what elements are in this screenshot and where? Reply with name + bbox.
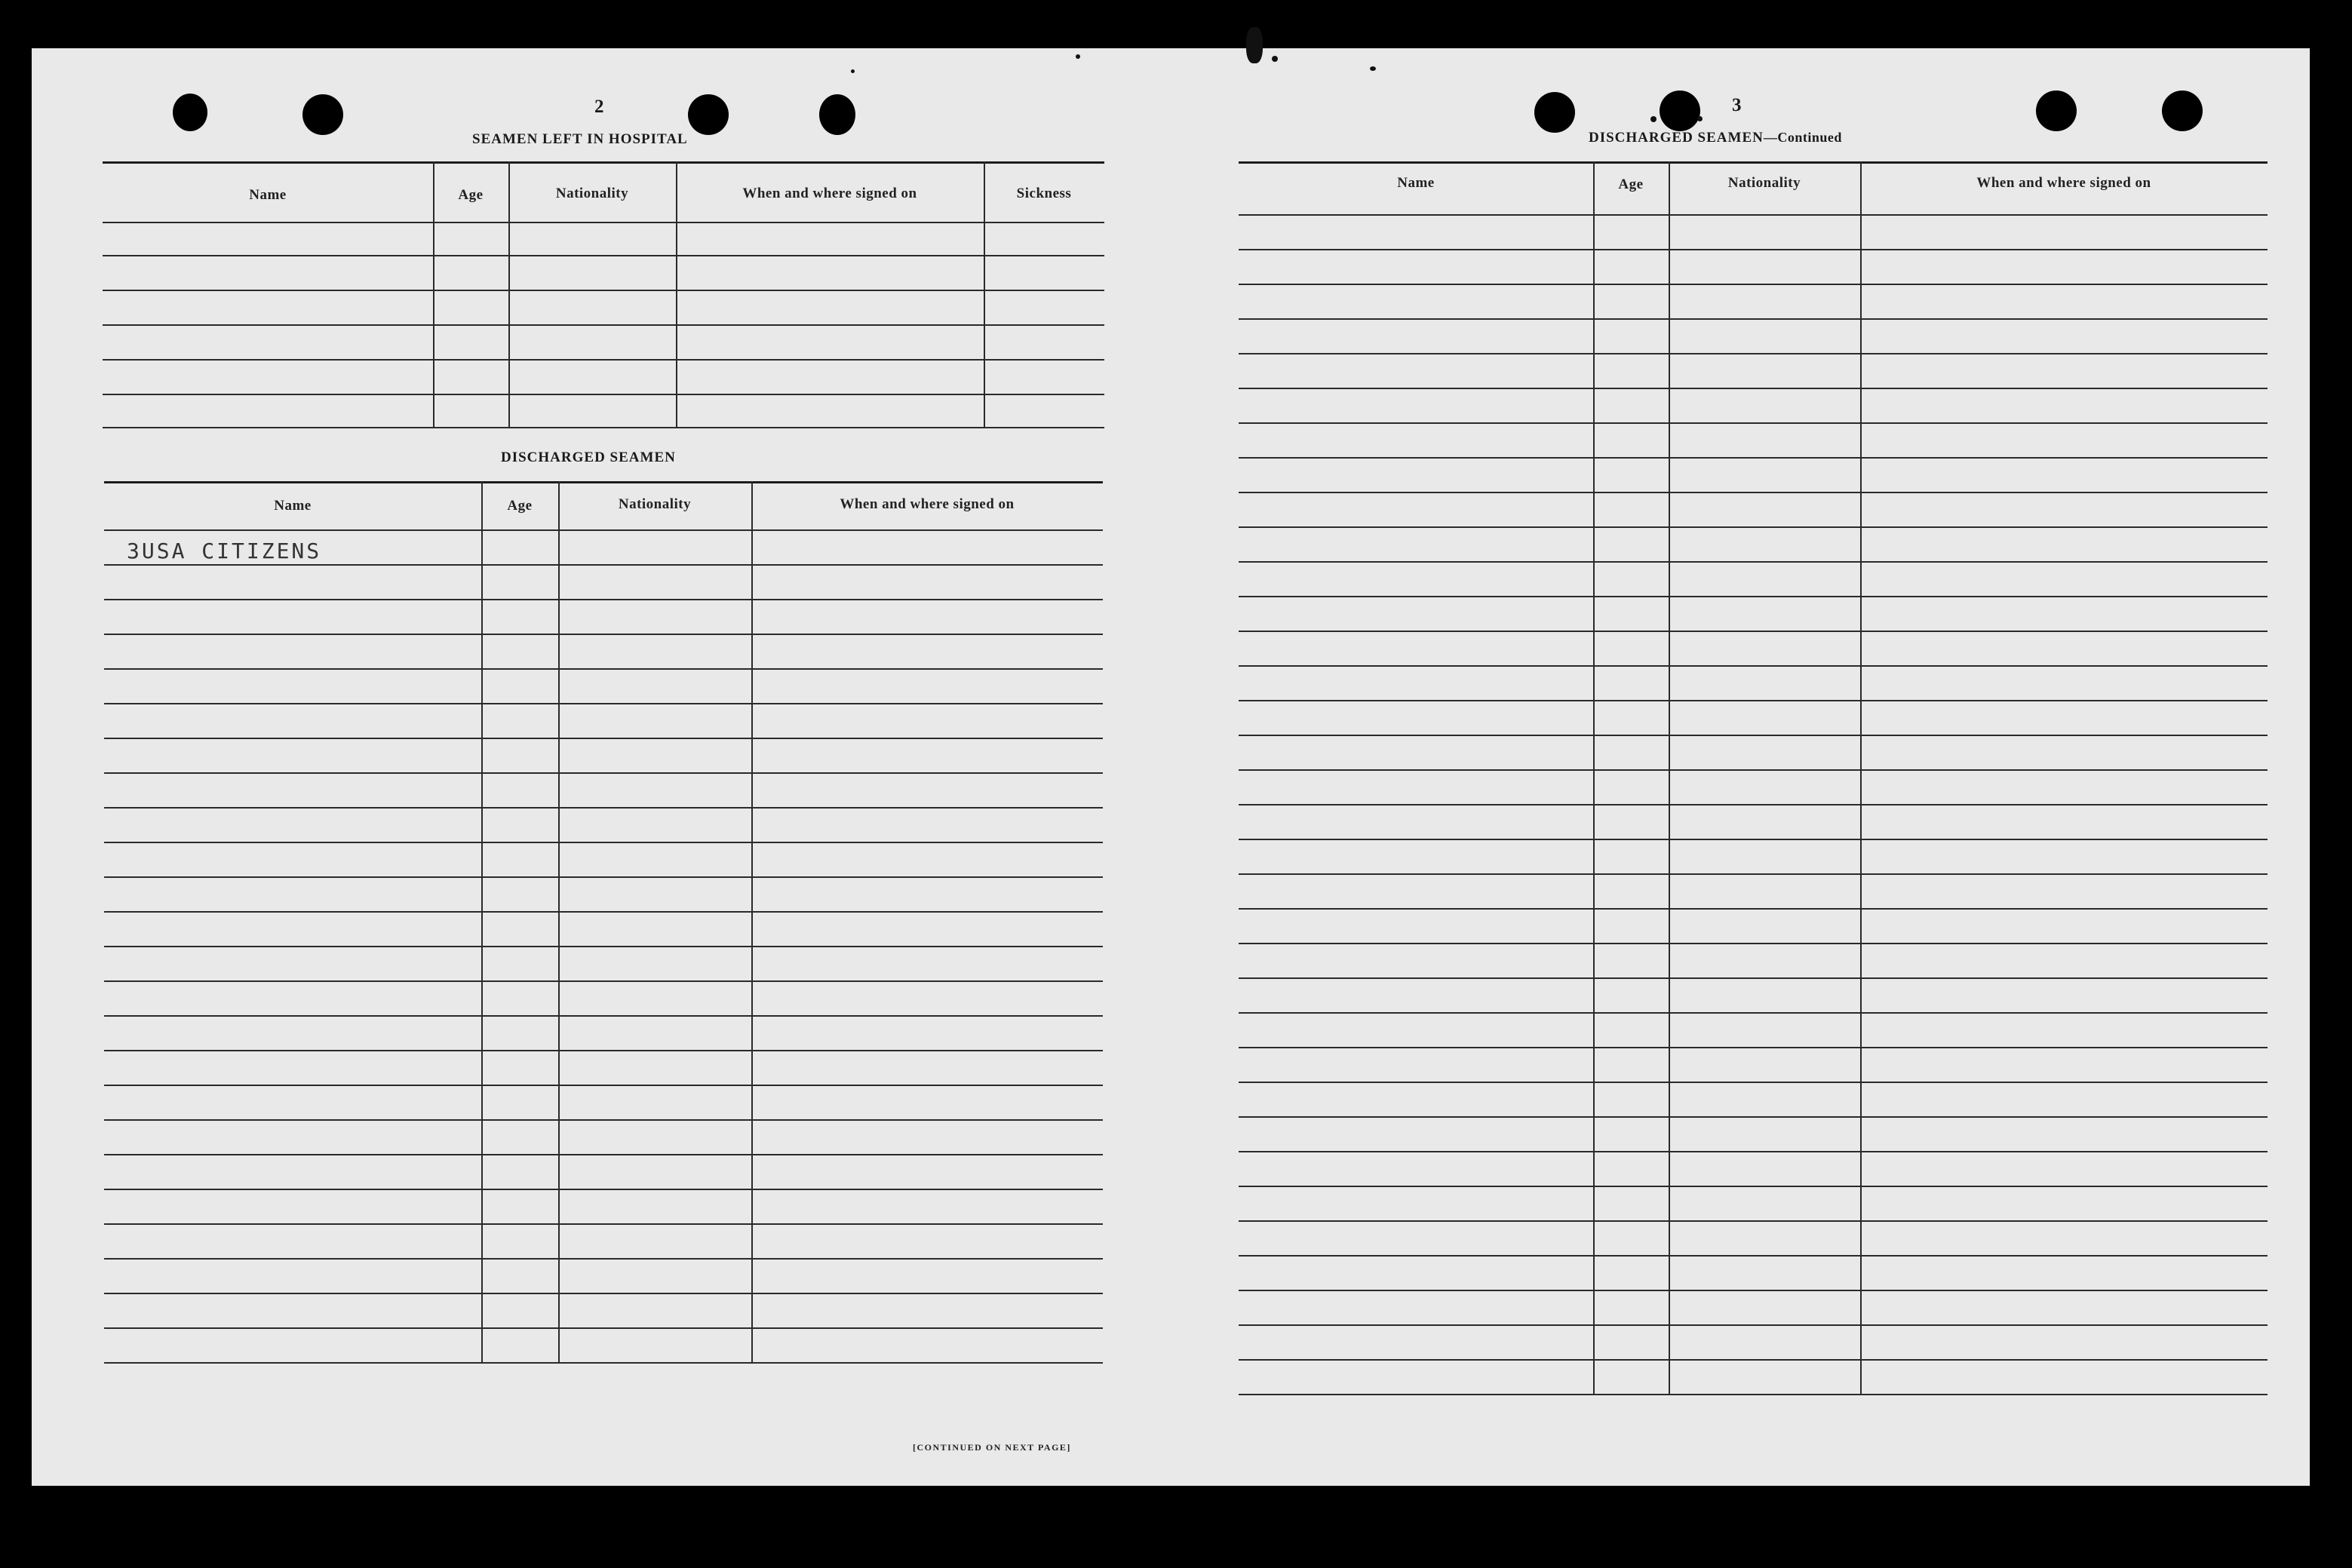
discharged-table-right <box>1239 161 2268 1444</box>
right-header-signed-on: When and where signed on <box>1976 175 2151 191</box>
hospital-header-name: Name <box>249 187 287 203</box>
punch-hole <box>2162 91 2203 131</box>
right-page-number: 3 <box>1732 95 1742 115</box>
scan-speck <box>1650 116 1657 122</box>
scan-speck <box>1272 56 1278 62</box>
punch-hole <box>2036 91 2077 131</box>
discharged-section-title: DISCHARGED SEAMEN <box>501 450 676 465</box>
continued-note: [CONTINUED ON NEXT PAGE] <box>913 1442 1071 1453</box>
hospital-section-title: SEAMEN LEFT IN HOSPITAL <box>472 131 688 147</box>
hospital-header-sickness: Sickness <box>1016 186 1072 201</box>
discharged-header-signed-on: When and where signed on <box>840 496 1015 512</box>
punch-hole <box>173 94 207 131</box>
hospital-header-nationality: Nationality <box>555 186 629 201</box>
scan-speck <box>1076 54 1080 59</box>
discharged-header-nationality: Nationality <box>618 496 692 512</box>
punch-hole <box>302 94 343 135</box>
right-section-title <box>1589 130 1842 146</box>
hospital-header-signed-on: When and where signed on <box>742 186 917 201</box>
discharged-entry-name: 3USA CITIZENS <box>127 539 322 563</box>
punch-hole <box>1660 91 1700 131</box>
discharged-header-name: Name <box>274 498 312 514</box>
scan-speck <box>1370 66 1376 71</box>
punch-hole <box>688 94 729 135</box>
hospital-table <box>103 161 1104 475</box>
discharged-header-age: Age <box>507 498 533 514</box>
right-header-age: Age <box>1618 176 1644 192</box>
scan-speck <box>851 69 855 73</box>
discharged-table-left <box>104 481 1103 1462</box>
right-section-title-suffix: —Continued <box>1763 130 1842 145</box>
scan-speck <box>1697 116 1703 121</box>
right-header-name: Name <box>1397 175 1435 191</box>
document-sheet <box>32 48 2310 1486</box>
right-section-title-main: DISCHARGED SEAMEN <box>1589 130 1764 146</box>
right-header-nationality: Nationality <box>1727 175 1801 191</box>
punch-hole <box>819 94 855 135</box>
left-page-number: 2 <box>594 97 604 117</box>
scan-speck <box>1246 27 1263 63</box>
hospital-header-age: Age <box>458 187 484 203</box>
punch-hole <box>1534 92 1575 133</box>
